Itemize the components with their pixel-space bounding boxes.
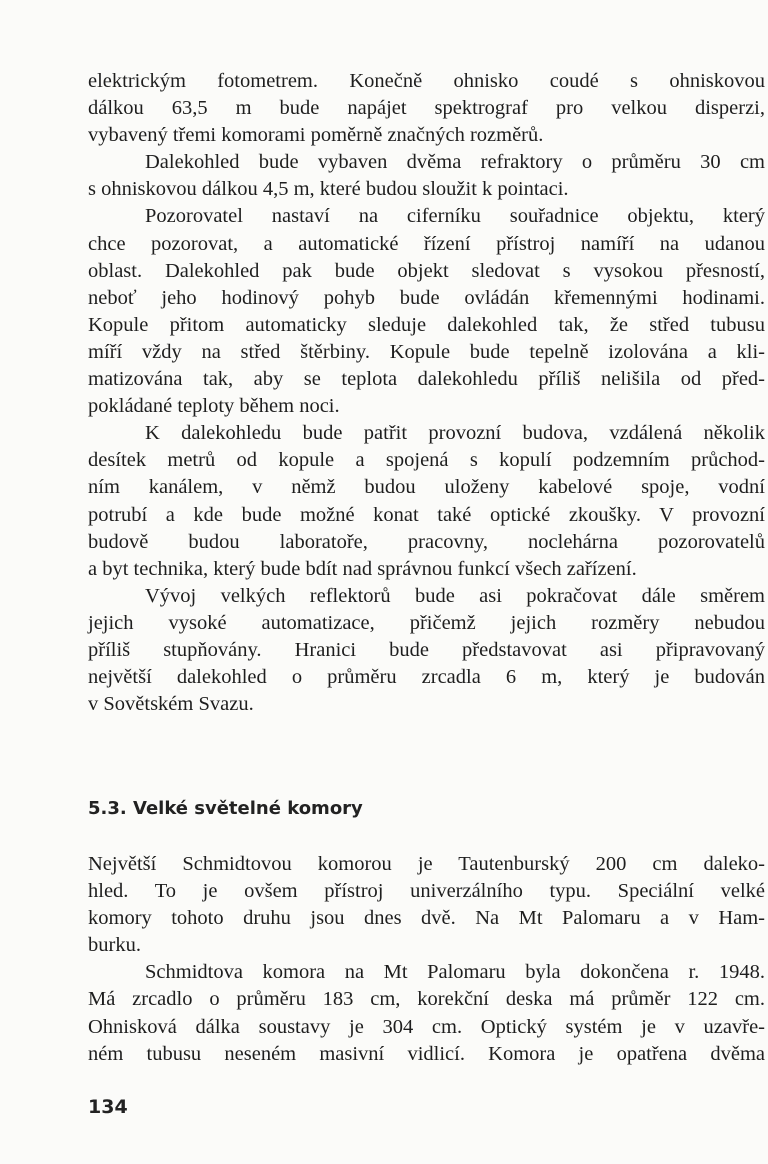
- paragraph: [88, 420, 765, 583]
- text-line: potrubí a kde bude možné konat také optické zkoušky. V provozní: [88, 503, 765, 526]
- text-line: komory tohoto druhu jsou dnes dvě. Na Mt Palomaru a v Ham-: [88, 907, 765, 930]
- text-line: oblast. Dalekohled pak bude objekt sledovat s vysokou přesností,: [88, 259, 765, 282]
- text-line: vybavený třemi komorami poměrně značných rozměrů.: [88, 124, 544, 147]
- text-line: pokládané teploty během noci.: [88, 395, 340, 418]
- paragraph: [88, 203, 765, 420]
- text-line: Ohnisková dálka soustavy je 304 cm. Optický systém je v uzavře-: [88, 1015, 765, 1038]
- text-line: míří vždy na střed štěrbiny. Kopule bude tepelně izolována a kli-: [88, 340, 765, 363]
- text-line: v Sovětském Svazu.: [88, 693, 254, 716]
- paragraph: [88, 68, 765, 149]
- page-number: 134: [88, 1096, 128, 1118]
- text-line: ném tubusu neseném masivní vidlicí. Komora je opatřena dvěma: [88, 1042, 765, 1065]
- text-line: ním kanálem, v němž budou uloženy kabelové spoje, vodní: [88, 476, 765, 499]
- text-line: příliš stupňovány. Hranici bude představovat asi připravovaný: [88, 638, 765, 661]
- paragraph: [88, 149, 765, 203]
- text-line: K dalekohledu bude patřit provozní budova, vzdálená několik: [145, 422, 765, 445]
- text-line: jejich vysoké automatizace, přičemž jejich rozměry nebudou: [88, 611, 765, 634]
- text-line: budově budou laboratoře, pracovny, noclehárna pozorovatelů: [88, 530, 765, 553]
- body-text-section-2: [88, 851, 765, 1068]
- text-line: a byt technika, který bude bdít nad správnou funkcí všech zařízení.: [88, 557, 637, 580]
- text-line: Pozorovatel nastaví na ciferníku souřadnice objektu, který: [145, 205, 765, 228]
- text-line: matizována tak, aby se teplota dalekohledu příliš nelišila od před-: [88, 368, 765, 391]
- text-line: elektrickým fotometrem. Konečně ohnisko coudé s ohniskovou: [88, 70, 765, 92]
- text-line: Schmidtova komora na Mt Palomaru byla dokončena r. 1948.: [145, 961, 765, 984]
- text-line: s ohniskovou dálkou 4,5 m, které budou sloužit k pointaci.: [88, 178, 569, 201]
- text-line: Má zrcadlo o průměru 183 cm, korekční deska má průměr 122 cm.: [88, 988, 765, 1011]
- text-line: Kopule přitom automaticky sleduje dalekohled tak, že střed tubusu: [88, 313, 765, 336]
- text-line: největší dalekohled o průměru zrcadla 6 m, který je budován: [88, 666, 765, 689]
- text-line: burku.: [88, 934, 141, 957]
- text-line: Vývoj velkých reflektorů bude asi pokračovat dále směrem: [145, 584, 765, 607]
- text-line: hled. To je ovšem přístroj univerzálního typu. Speciální velké: [88, 880, 765, 903]
- paragraph: [88, 583, 765, 718]
- text-line: desítek metrů od kopule a spojená s kopulí podzemním průchod-: [88, 449, 765, 472]
- text-line: chce pozorovat, a automatické řízení přístroj namíří na udanou: [88, 232, 765, 255]
- body-text-section-1: [88, 68, 765, 718]
- text-line: neboť jeho hodinový pohyb bude ovládán křemennými hodinami.: [88, 286, 765, 309]
- paragraph: [88, 959, 765, 1067]
- section-heading: 5.3. Velké světelné komory: [88, 798, 363, 819]
- text-line: Dalekohled bude vybaven dvěma refraktory o průměru 30 cm: [145, 151, 765, 174]
- paragraph: [88, 851, 765, 959]
- text-line: Největší Schmidtovou komorou je Tautenburský 200 cm daleko-: [88, 853, 765, 875]
- text-line: dálkou 63,5 m bude napájet spektrograf pro velkou disperzi,: [88, 97, 765, 120]
